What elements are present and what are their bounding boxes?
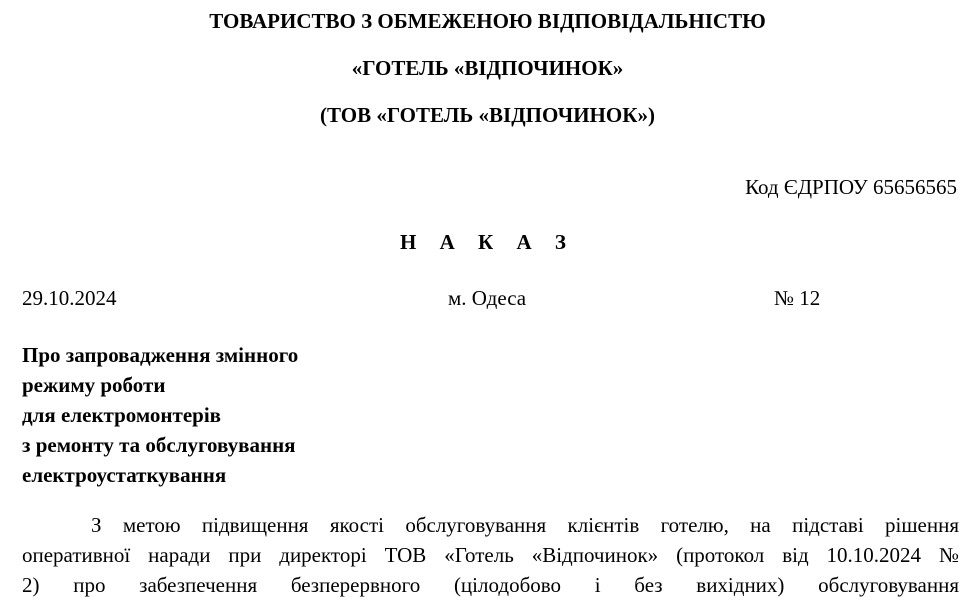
organization-name-line-2: «ГОТЕЛЬ «ВІДПОЧИНОК» (351, 56, 624, 80)
subject-line: режиму роботи (22, 373, 166, 397)
body-line: З метою підвищення якості обслуговування клієнтів готелю, на підставі рішення (91, 513, 959, 537)
subject-line: Про запровадження змінного (22, 343, 299, 367)
body-line: оперативної наради при директорі ТОВ «Готель «Відпочинок» (протокол від 10.10.2024 № (22, 543, 959, 567)
organization-name-line-1: ТОВАРИСТВО З ОБМЕЖЕНОЮ ВІДПОВІДАЛЬНІСТЮ (209, 9, 766, 33)
body-line: 2) про забезпечення безперервного (цілодобово і без вихідних) обслуговування (22, 573, 959, 597)
order-subject (22, 340, 298, 490)
order-body-paragraph (22, 510, 959, 600)
subject-line: з ремонту та обслуговування (22, 433, 296, 457)
edrpou-code: Код ЄДРПОУ 65656565 (745, 175, 957, 199)
order-date: 29.10.2024 (22, 286, 117, 310)
document-type-heading: Н А К А З (400, 230, 575, 254)
subject-line: для електромонтерів (22, 403, 222, 427)
order-number: № 12 (774, 286, 821, 310)
organization-short-name: (ТОВ «ГОТЕЛЬ «ВІДПОЧИНОК») (320, 103, 655, 127)
order-place: м. Одеса (448, 286, 527, 310)
subject-line: електроустаткування (22, 463, 227, 487)
